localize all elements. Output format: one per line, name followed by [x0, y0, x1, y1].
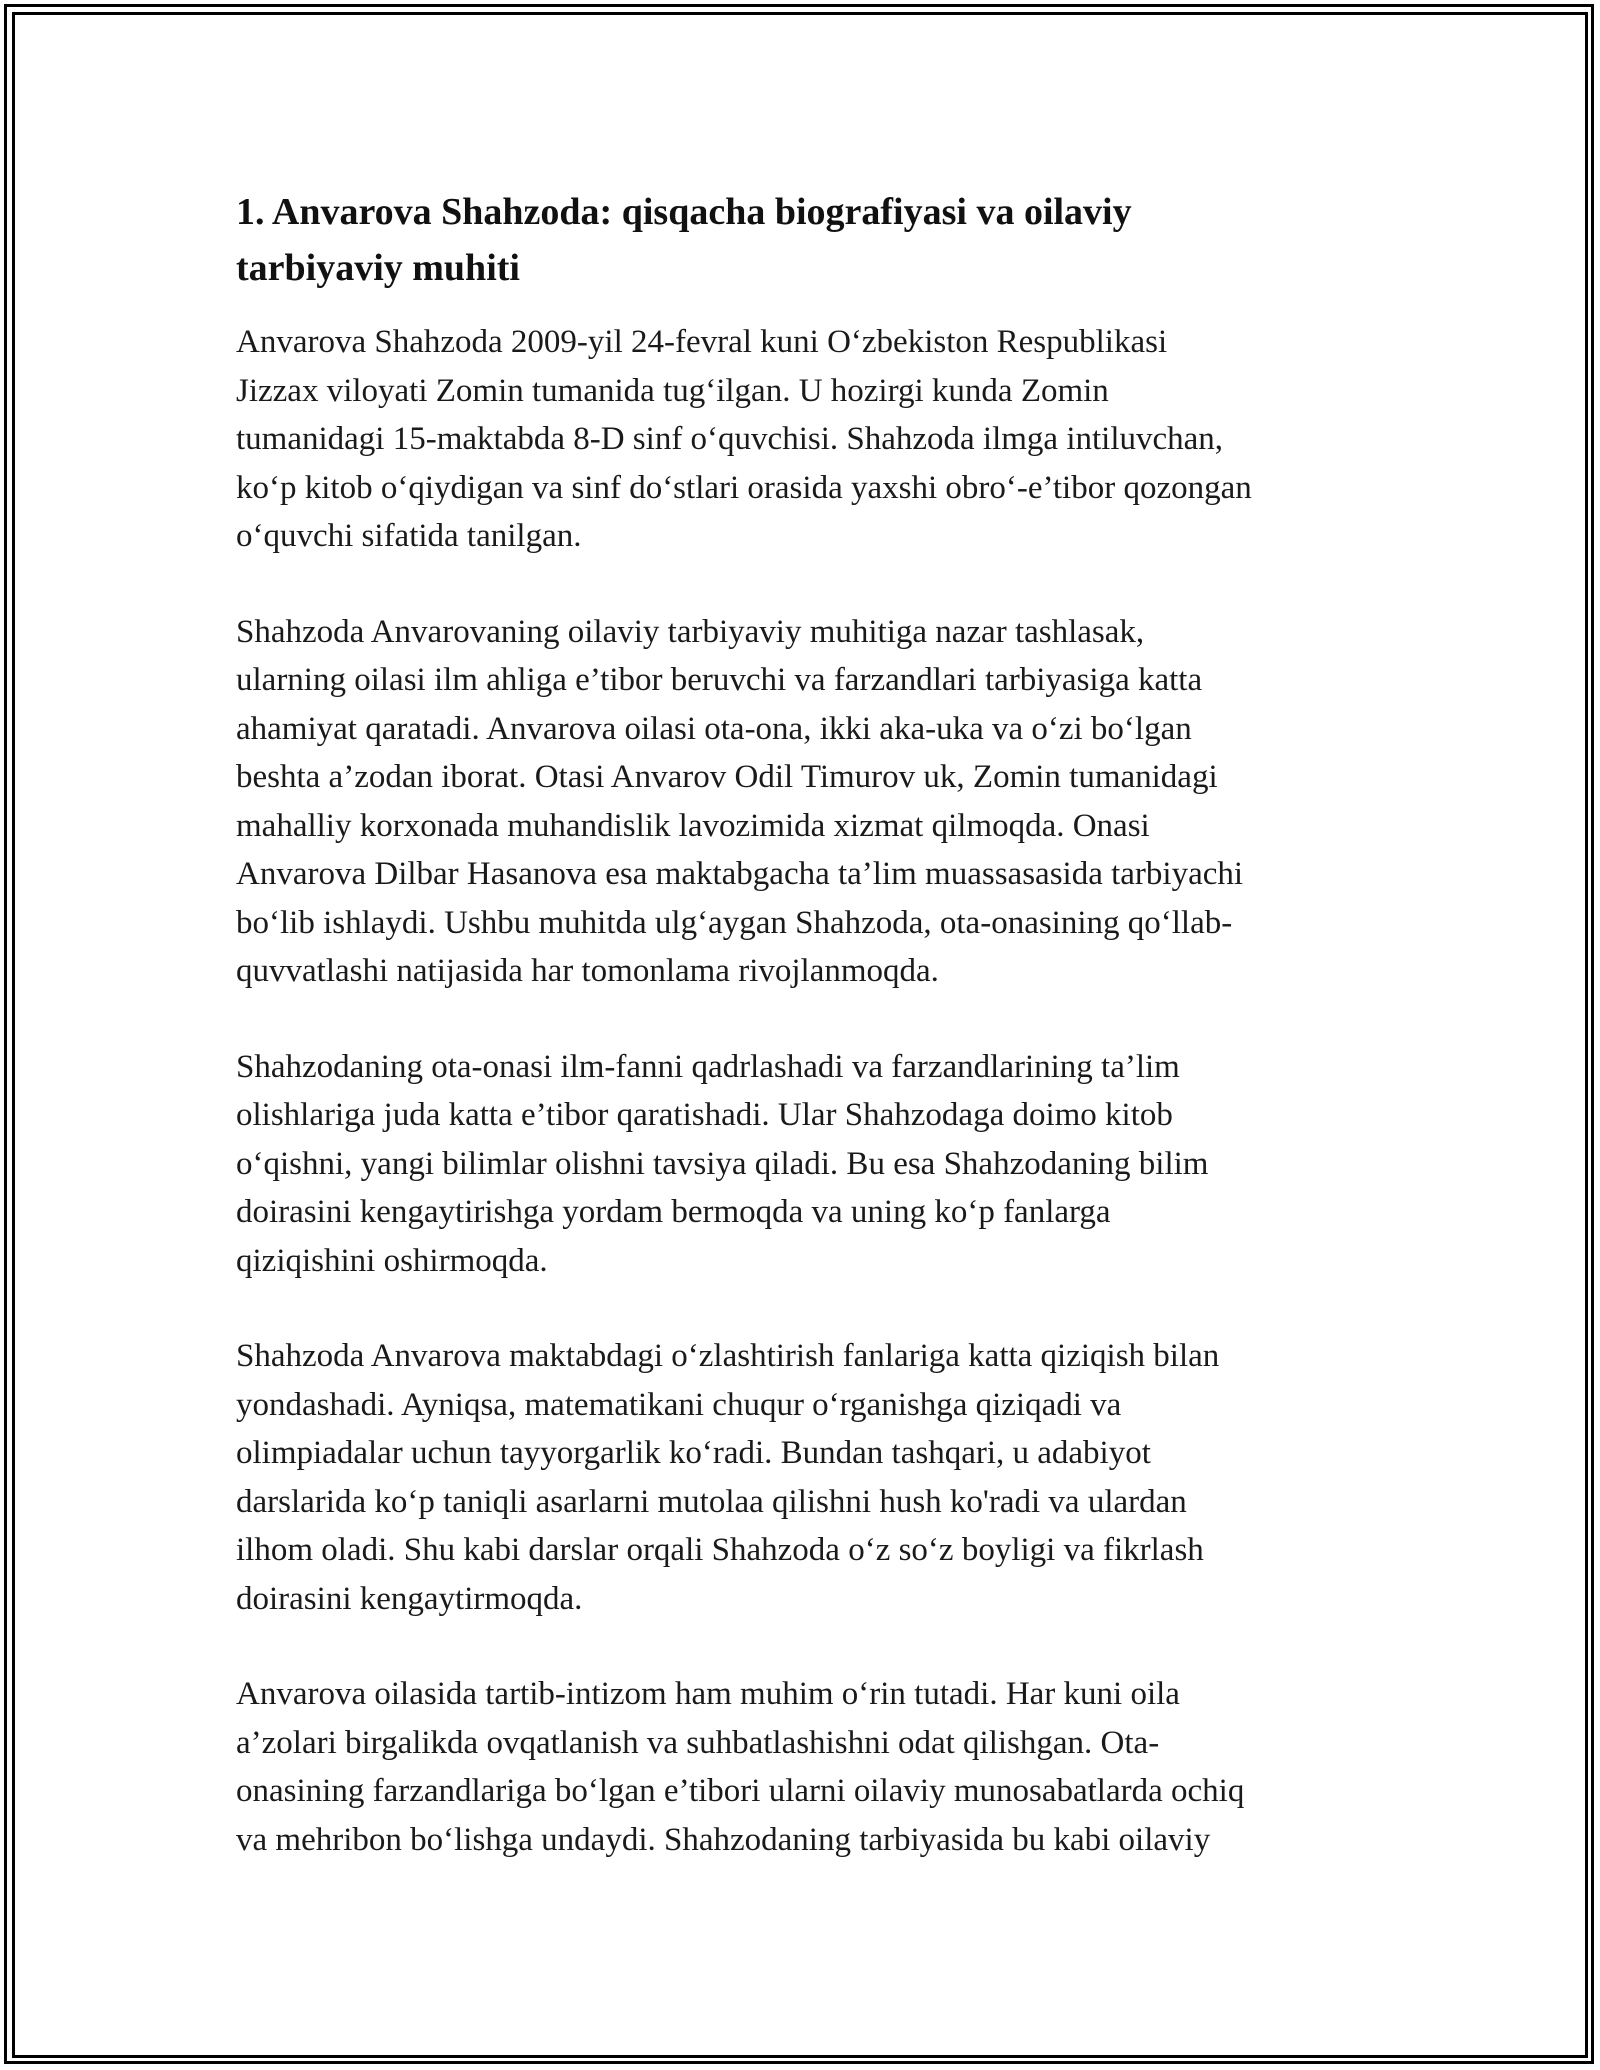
text-line: a’zolari birgalikda ovqatlanish va suhbatlashishni odat qilishgan. Ota- [236, 1724, 1160, 1761]
text-line: Shahzodaning ota-onasi ilm-fanni qadrlashadi va farzandlarining ta’lim [236, 1048, 1180, 1085]
text-line: o‘quvchi sifatida tanilgan. [236, 518, 582, 554]
text-line: Anvarova oilasida tartib-intizom ham muhim o‘rin tutadi. Har kuni oila [236, 1676, 1180, 1712]
heading-line: tarbiyaviy muhiti [236, 247, 520, 289]
text-line: Shahzoda Anvarovaning oilaviy tarbiyaviy muhitiga nazar tashlasak, [236, 613, 1145, 650]
text-line: olishlariga juda katta e’tibor qaratishadi. Ular Shahzodaga doimo kitob [236, 1097, 1173, 1133]
document-body [236, 184, 1376, 1864]
paragraph-parents-education [236, 1043, 1376, 1286]
text-line: qiziqishini oshirmoqda. [236, 1242, 548, 1279]
text-line: ularning oilasi ilm ahliga e’tibor beruvchi va farzandlari tarbiyasiga katta [236, 662, 1203, 698]
text-line: doirasini kengaytirmoqda. [236, 1580, 583, 1617]
text-line: Anvarova Dilbar Hasanova esa maktabgacha ta’lim muassasasida tarbiyachi [236, 856, 1244, 892]
text-line: bo‘lib ishlaydi. Ushbu muhitda ulg‘aygan Shahzoda, ota-onasining qo‘llab- [236, 904, 1233, 941]
text-line: o‘qishni, yangi bilimlar olishni tavsiya qiladi. Bu esa Shahzodaning bilim [236, 1145, 1209, 1182]
text-line: beshta a’zodan iborat. Otasi Anvarov Odil Timurov uk, Zomin tumanidagi [236, 759, 1218, 795]
text-line: onasining farzandlariga bo‘lgan e’tibori ularni oilaviy munosabatlarda ochiq [236, 1773, 1245, 1809]
text-line: Jizzax viloyati Zomin tumanida tug‘ilgan. U hozirgi kunda Zomin [236, 372, 1109, 409]
text-line: ko‘p kitob o‘qiydigan va sinf do‘stlari orasida yaxshi obro‘-e’tibor qozongan [236, 469, 1252, 506]
text-line: ilhom oladi. Shu kabi darslar orqali Shahzoda o‘z so‘z boyligi va fikrlash [236, 1532, 1204, 1568]
text-line: yondashadi. Ayniqsa, matematikani chuqur o‘rganishga qiziqadi va [236, 1386, 1122, 1423]
text-line: tumanidagi 15-maktabda 8-D sinf o‘quvchisi. Shahzoda ilmga intiluvchan, [236, 421, 1224, 457]
text-line: quvvatlashi natijasida har tomonlama rivojlanmoqda. [236, 953, 939, 989]
text-line: Shahzoda Anvarova maktabdagi o‘zlashtirish fanlariga katta qiziqish bilan [236, 1338, 1220, 1374]
text-line: darslarida ko‘p taniqli asarlarni mutolaa qilishni hush ko'radi va ulardan [236, 1483, 1187, 1520]
heading-line: 1. Anvarova Shahzoda: qisqacha biografiyasi va oilaviy [236, 191, 1132, 233]
paragraph-family [236, 608, 1376, 996]
paragraph-school-interests [236, 1332, 1376, 1623]
text-line: va mehribon bo‘lishga undaydi. Shahzodaning tarbiyasida bu kabi oilaviy [236, 1821, 1211, 1858]
text-line: olimpiadalar uchun tayyorgarlik ko‘radi. Bundan tashqari, u adabiyot [236, 1435, 1151, 1471]
paragraph-biography [236, 318, 1376, 561]
text-line: doirasini kengaytirishga yordam bermoqda va uning ko‘p fanlarga [236, 1194, 1111, 1230]
text-line: ahamiyat qaratadi. Anvarova oilasi ota-ona, ikki aka-uka va o‘zi bo‘lgan [236, 710, 1192, 747]
text-line: mahalliy korxonada muhandislik lavozimida xizmat qilmoqda. Onasi [236, 807, 1150, 844]
paragraph-discipline [236, 1670, 1376, 1864]
text-line: Anvarova Shahzoda 2009-yil 24-fevral kuni O‘zbekiston Respublikasi [236, 324, 1168, 360]
section-heading [236, 184, 1376, 296]
